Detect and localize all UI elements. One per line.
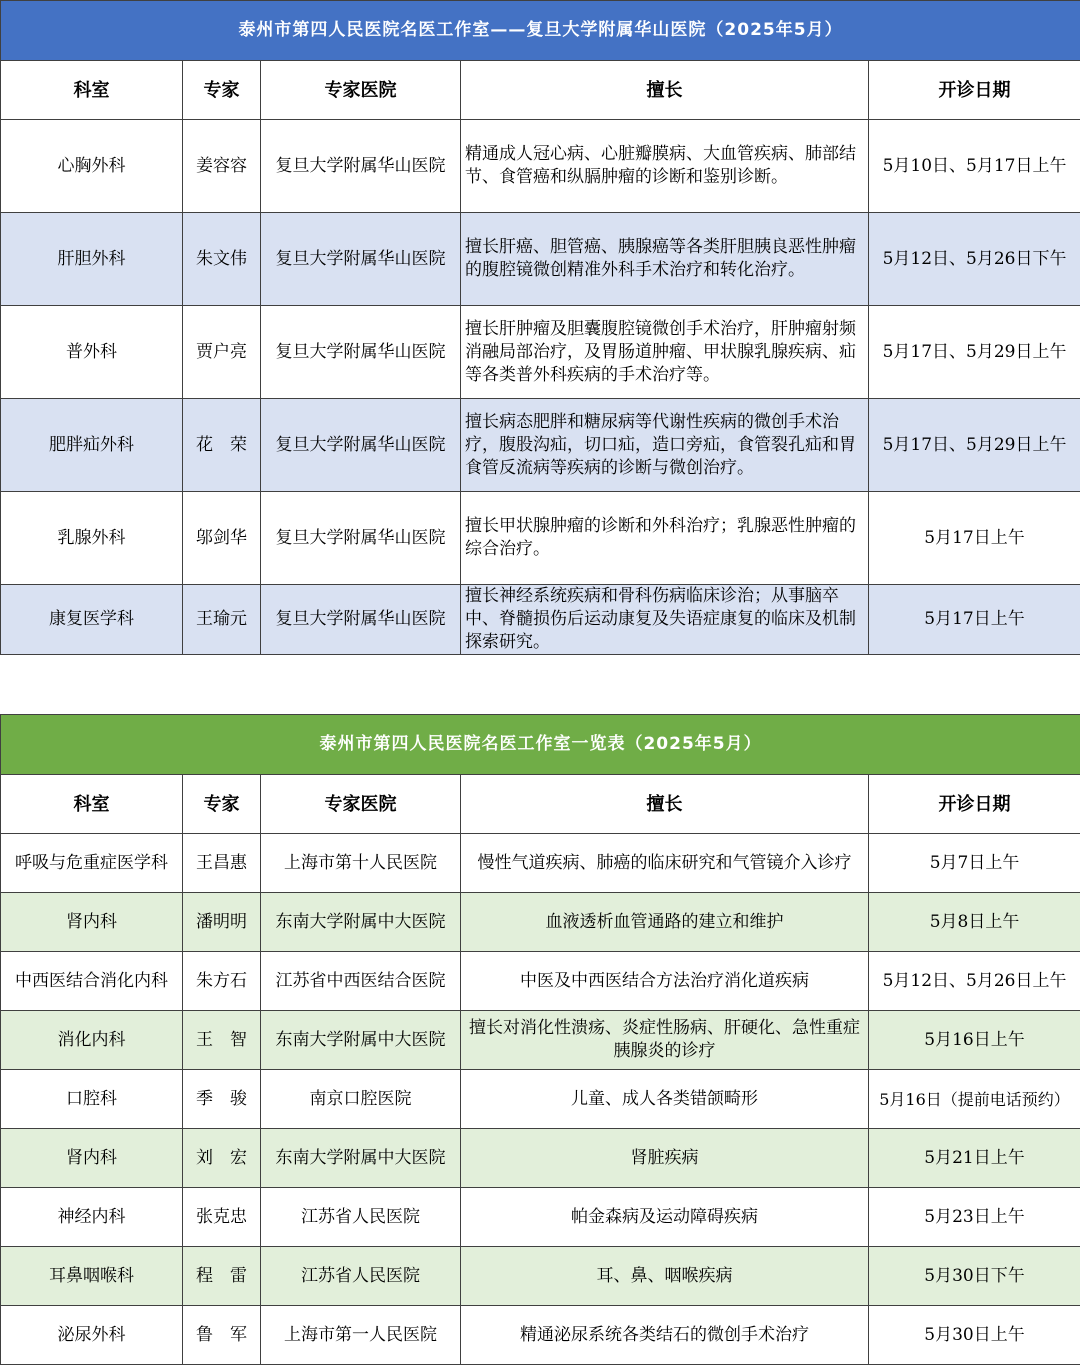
clinic-date-cell: 5月23日上午 [869, 1188, 1080, 1247]
specialty-cell: 擅长肝肿瘤及胆囊腹腔镜微创手术治疗，肝肿瘤射频消融局部治疗，及胃肠道肿瘤、甲状腺乳腺疾病、疝等各类普外科疾病的手术治疗等。 [461, 306, 869, 399]
specialty-cell: 肾脏疾病 [461, 1129, 869, 1188]
clinic-date-cell: 5月17日上午 [869, 585, 1080, 655]
hospital-cell: 东南大学附属中大医院 [261, 893, 461, 952]
department-cell: 泌尿外科 [1, 1306, 183, 1365]
column-header-hospital: 专家医院 [261, 61, 461, 120]
column-header-expert: 专家 [183, 61, 261, 120]
specialty-cell: 精通泌尿系统各类结石的微创手术治疗 [461, 1306, 869, 1365]
hospital-cell: 东南大学附属中大医院 [261, 1129, 461, 1188]
clinic-date-cell: 5月21日上午 [869, 1129, 1080, 1188]
hospital-cell: 上海市第十人民医院 [261, 834, 461, 893]
department-cell: 神经内科 [1, 1188, 183, 1247]
department-cell: 肥胖疝外科 [1, 399, 183, 492]
expert-cell: 邬剑华 [183, 492, 261, 585]
clinic-date-cell: 5月10日、5月17日上午 [869, 120, 1080, 213]
hospital-cell: 复旦大学附属华山医院 [261, 120, 461, 213]
expert-cell: 朱文伟 [183, 213, 261, 306]
column-header-department: 科室 [1, 61, 183, 120]
table-row [1, 585, 1080, 655]
specialty-cell: 擅长病态肥胖和糖尿病等代谢性疾病的微创手术治疗，腹股沟疝，切口疝，造口旁疝，食管裂孔疝和胃食管反流病等疾病的诊断与微创治疗。 [461, 399, 869, 492]
table-row [1, 1129, 1080, 1188]
table-row [1, 1306, 1080, 1365]
hospital-cell: 江苏省中西医结合医院 [261, 952, 461, 1011]
column-header-clinic-date: 开诊日期 [869, 775, 1080, 834]
expert-cell: 鲁 军 [183, 1306, 261, 1365]
hospital-cell: 南京口腔医院 [261, 1070, 461, 1129]
clinic-date-cell: 5月12日、5月26日下午 [869, 213, 1080, 306]
table-row [1, 952, 1080, 1011]
table-row [1, 1247, 1080, 1306]
expert-cell: 王瑜元 [183, 585, 261, 655]
famous-doctor-schedule-table [0, 714, 1080, 1365]
hushan-schedule-table [0, 0, 1080, 655]
hospital-cell: 复旦大学附属华山医院 [261, 585, 461, 655]
column-header-hospital: 专家医院 [261, 775, 461, 834]
clinic-date-cell: 5月17日、5月29日上午 [869, 399, 1080, 492]
specialty-cell: 血液透析血管通路的建立和维护 [461, 893, 869, 952]
department-cell: 肾内科 [1, 893, 183, 952]
specialty-cell: 中医及中西医结合方法治疗消化道疾病 [461, 952, 869, 1011]
expert-cell: 潘明明 [183, 893, 261, 952]
department-cell: 肝胆外科 [1, 213, 183, 306]
table-row [1, 213, 1080, 306]
expert-cell: 贾户亮 [183, 306, 261, 399]
table-row [1, 120, 1080, 213]
hospital-cell: 东南大学附属中大医院 [261, 1011, 461, 1070]
table-row [1, 1188, 1080, 1247]
table-row [1, 834, 1080, 893]
specialty-cell: 擅长肝癌、胆管癌、胰腺癌等各类肝胆胰良恶性肿瘤的腹腔镜微创精准外科手术治疗和转化治疗。 [461, 213, 869, 306]
clinic-date-cell: 5月30日下午 [869, 1247, 1080, 1306]
department-cell: 口腔科 [1, 1070, 183, 1129]
hospital-cell: 复旦大学附属华山医院 [261, 213, 461, 306]
clinic-date-cell: 5月17日上午 [869, 492, 1080, 585]
expert-cell: 程 雷 [183, 1247, 261, 1306]
column-header-clinic-date: 开诊日期 [869, 61, 1080, 120]
clinic-date-cell: 5月17日、5月29日上午 [869, 306, 1080, 399]
clinic-date-cell: 5月12日、5月26日上午 [869, 952, 1080, 1011]
hospital-cell: 江苏省人民医院 [261, 1188, 461, 1247]
specialty-cell: 儿童、成人各类错颌畸形 [461, 1070, 869, 1129]
table-row [1, 492, 1080, 585]
column-header-expert: 专家 [183, 775, 261, 834]
department-cell: 康复医学科 [1, 585, 183, 655]
column-header-specialty: 擅长 [461, 775, 869, 834]
specialty-cell: 耳、鼻、咽喉疾病 [461, 1247, 869, 1306]
expert-cell: 王 智 [183, 1011, 261, 1070]
department-cell: 肾内科 [1, 1129, 183, 1188]
column-header-specialty: 擅长 [461, 61, 869, 120]
specialty-cell: 慢性气道疾病、肺癌的临床研究和气管镜介入诊疗 [461, 834, 869, 893]
table-title: 泰州市第四人民医院名医工作室一览表（2025年5月） [1, 715, 1080, 775]
expert-cell: 花 荣 [183, 399, 261, 492]
department-cell: 乳腺外科 [1, 492, 183, 585]
department-cell: 心胸外科 [1, 120, 183, 213]
expert-cell: 张克忠 [183, 1188, 261, 1247]
header-row [1, 61, 1080, 120]
department-cell: 呼吸与危重症医学科 [1, 834, 183, 893]
table-row [1, 1070, 1080, 1129]
department-cell: 普外科 [1, 306, 183, 399]
specialty-cell: 精通成人冠心病、心脏瓣膜病、大血管疾病、肺部结节、食管癌和纵膈肿瘤的诊断和鉴别诊断。 [461, 120, 869, 213]
expert-cell: 朱方石 [183, 952, 261, 1011]
clinic-date-cell: 5月16日上午 [869, 1011, 1080, 1070]
hospital-cell: 上海市第一人民医院 [261, 1306, 461, 1365]
hospital-cell: 江苏省人民医院 [261, 1247, 461, 1306]
specialty-cell: 擅长神经系统疾病和骨科伤病临床诊治；从事脑卒中、脊髓损伤后运动康复及失语症康复的临床及机制探索研究。 [461, 585, 869, 655]
table-title: 泰州市第四人民医院名医工作室——复旦大学附属华山医院（2025年5月） [1, 1, 1080, 61]
header-row [1, 775, 1080, 834]
expert-cell: 季 骏 [183, 1070, 261, 1129]
specialty-cell: 擅长对消化性溃疡、炎症性肠病、肝硬化、急性重症胰腺炎的诊疗 [461, 1011, 869, 1070]
clinic-date-cell: 5月16日（提前电话预约） [869, 1070, 1080, 1129]
hospital-cell: 复旦大学附属华山医院 [261, 306, 461, 399]
table-row [1, 893, 1080, 952]
clinic-date-cell: 5月30日上午 [869, 1306, 1080, 1365]
expert-cell: 姜容容 [183, 120, 261, 213]
specialty-cell: 擅长甲状腺肿瘤的诊断和外科治疗；乳腺恶性肿瘤的综合治疗。 [461, 492, 869, 585]
hospital-cell: 复旦大学附属华山医院 [261, 492, 461, 585]
expert-cell: 刘 宏 [183, 1129, 261, 1188]
expert-cell: 王昌惠 [183, 834, 261, 893]
table-row [1, 1011, 1080, 1070]
column-header-department: 科室 [1, 775, 183, 834]
clinic-date-cell: 5月8日上午 [869, 893, 1080, 952]
hospital-cell: 复旦大学附属华山医院 [261, 399, 461, 492]
department-cell: 消化内科 [1, 1011, 183, 1070]
clinic-date-cell: 5月7日上午 [869, 834, 1080, 893]
specialty-cell: 帕金森病及运动障碍疾病 [461, 1188, 869, 1247]
table-row [1, 306, 1080, 399]
department-cell: 耳鼻咽喉科 [1, 1247, 183, 1306]
department-cell: 中西医结合消化内科 [1, 952, 183, 1011]
table-row [1, 399, 1080, 492]
